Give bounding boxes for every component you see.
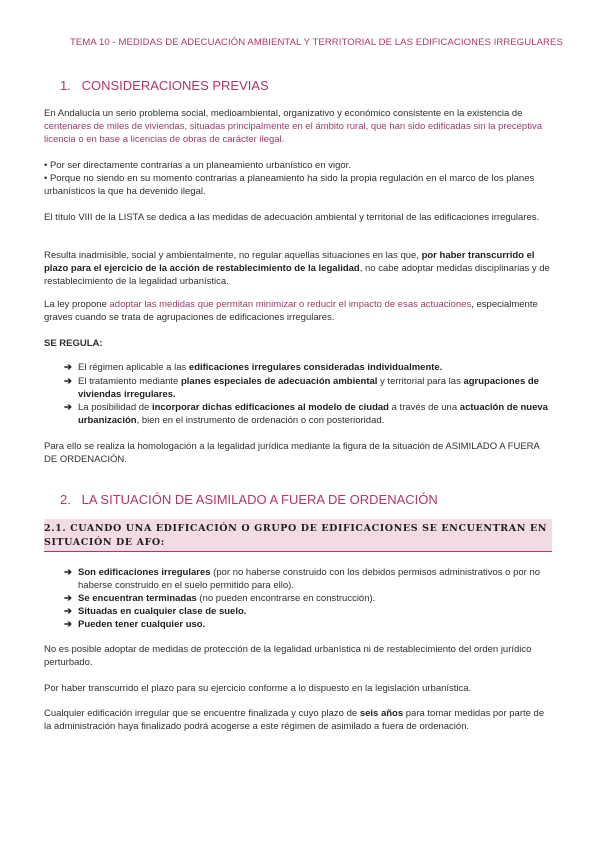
regula-2-bold-b: agrupaciones de viviendas irregulares. bbox=[78, 376, 539, 400]
arrow-icon: ➔ bbox=[64, 402, 72, 413]
arrow-icon: ➔ bbox=[64, 362, 72, 373]
page-header: TEMA 10 - MEDIDAS DE ADECUACIÓN AMBIENTAL Y TERRITORIAL DE LAS EDIFICACIONES IRREGULARES bbox=[70, 37, 563, 48]
subsection-heading-line-1: 2.1. CUANDO UNA EDIFICACIÓN O GRUPO DE EDIFICACIONES SE ENCUENTRAN EN bbox=[44, 523, 548, 534]
cualquier-text: Cualquier edificación irregular que se encuentre finalizada y cuyo plazo de bbox=[44, 708, 360, 719]
arrow-icon: ➔ bbox=[64, 567, 72, 578]
intro-highlight: centenares de miles de viviendas, situadas principalmente en el ámbito rural, que han sido edificadas sin la preceptiva licencia o en base a licencias de obras de carácter ilegal. bbox=[44, 121, 542, 145]
regula-3-tail: , bien en el instrumento de ordenación o con posterioridad. bbox=[136, 415, 385, 426]
arrow-icon: ➔ bbox=[64, 619, 72, 630]
seis-anos-bold: seis años bbox=[359, 708, 404, 719]
regula-2-text: El tratamiento mediante bbox=[78, 376, 181, 387]
condition-2-bold: Se encuentran terminadas bbox=[78, 593, 197, 604]
subsection-heading-line-2: SITUACIÓN DE AFO: bbox=[44, 537, 165, 548]
regula-1-text: El régimen aplicable a las bbox=[78, 362, 189, 373]
titulo-viii-paragraph: El título VIII de la LISTA se dedica a las medidas de adecuación ambiental y territorial de las edificaciones irregulares. bbox=[44, 212, 540, 223]
section-2-number: 2. bbox=[60, 492, 71, 507]
regula-1-bold: edificaciones irregulares consideradas individualmente. bbox=[188, 362, 443, 373]
condition-2-text: (no pueden encontrarse en construcción). bbox=[196, 593, 376, 604]
section-1-title: CONSIDERACIONES PREVIAS bbox=[81, 78, 269, 93]
ley-propone-paragraph bbox=[44, 298, 554, 324]
condition-1-text: (por no haberse construido con los debidos permisos administrativos o por no haberse construido en el suelo permitido para ello). bbox=[78, 567, 541, 591]
subsection-2-1-heading bbox=[44, 519, 552, 552]
inadmisible-text: Resulta inadmisible, social y ambientalmente, no regular aquellas situaciones en las que, bbox=[44, 250, 422, 261]
plazo-paragraph: Por haber transcurrido el plazo para su ejercicio conforme a lo dispuesto en la legislación urbanística. bbox=[44, 683, 472, 694]
se-regula-label: SE REGULA: bbox=[44, 338, 103, 349]
section-2-heading bbox=[60, 492, 438, 507]
cualquier-tail: para tomar medidas por parte de la administración haya finalizado podrá acogerse a este régimen de asimilado a fuera de ordenación. bbox=[44, 708, 545, 732]
inadmisible-bold: por haber transcurrido el plazo para el ejercicio de la acción de restablecimiento de la legalidad bbox=[44, 250, 535, 274]
homologacion-paragraph: Para ello se realiza la homologación a la legalidad jurídica mediante la figura de la situación de ASIMILADO A FUERA DE ORDENACIÓN. bbox=[44, 441, 540, 465]
section-1-heading bbox=[60, 78, 269, 93]
regula-3-text: La posibilidad de bbox=[78, 402, 152, 413]
ley-tail: , especialmente graves cuando se trata de agrupaciones de edificaciones irregulares. bbox=[44, 299, 538, 323]
arrow-icon: ➔ bbox=[64, 606, 72, 617]
condition-4-bold: Pueden tener cualquier uso. bbox=[78, 619, 206, 630]
ley-highlight: adoptar las medidas que permitan minimizar o reducir el impacto de esas actuaciones bbox=[109, 299, 472, 310]
arrow-icon: ➔ bbox=[64, 376, 72, 387]
reason-1: • Por ser directamente contrarias a un planeamiento urbanístico en vigor. bbox=[44, 160, 351, 171]
regula-2-text-b: y territorial para las bbox=[377, 376, 464, 387]
intro-paragraph bbox=[44, 107, 554, 146]
intro-text: En Andalucía un serio problema social, medioambiental, organizativo y económico consistente en la existencia de bbox=[44, 108, 523, 119]
section-2-title: LA SITUACIÓN DE ASIMILADO A FUERA DE ORDENACIÓN bbox=[81, 492, 438, 507]
inadmisible-tail: , no cabe adoptar medidas disciplinarias y de restablecimiento de la legalidad urbanística. bbox=[44, 263, 550, 287]
reason-2: • Porque no siendo en su momento contrarias a planeamiento ha sido la propia regulación en el marco de los planes urbanísticos la que ha devenido ilegal. bbox=[44, 173, 535, 197]
ley-text: La ley propone bbox=[44, 299, 110, 310]
no-posible-paragraph: No es posible adoptar de medidas de protección de la legalidad urbanística ni de restablecimiento del orden jurídico perturbado. bbox=[44, 644, 532, 668]
section-1-number: 1. bbox=[60, 78, 71, 93]
regula-3-text-b: a través de una bbox=[389, 402, 460, 413]
cualquier-edificacion-paragraph bbox=[44, 707, 554, 733]
regula-3-bold: incorporar dichas edificaciones al modelo de ciudad bbox=[151, 402, 389, 413]
regula-3-bold-b: actuación de nueva urbanización bbox=[78, 402, 548, 426]
condition-1-bold: Son edificaciones irregulares bbox=[78, 567, 211, 578]
arrow-icon: ➔ bbox=[64, 593, 72, 604]
inadmisible-paragraph bbox=[44, 249, 554, 288]
regula-2-bold: planes especiales de adecuación ambiental bbox=[180, 376, 378, 387]
condition-3-bold: Situadas en cualquier clase de suelo. bbox=[78, 606, 247, 617]
